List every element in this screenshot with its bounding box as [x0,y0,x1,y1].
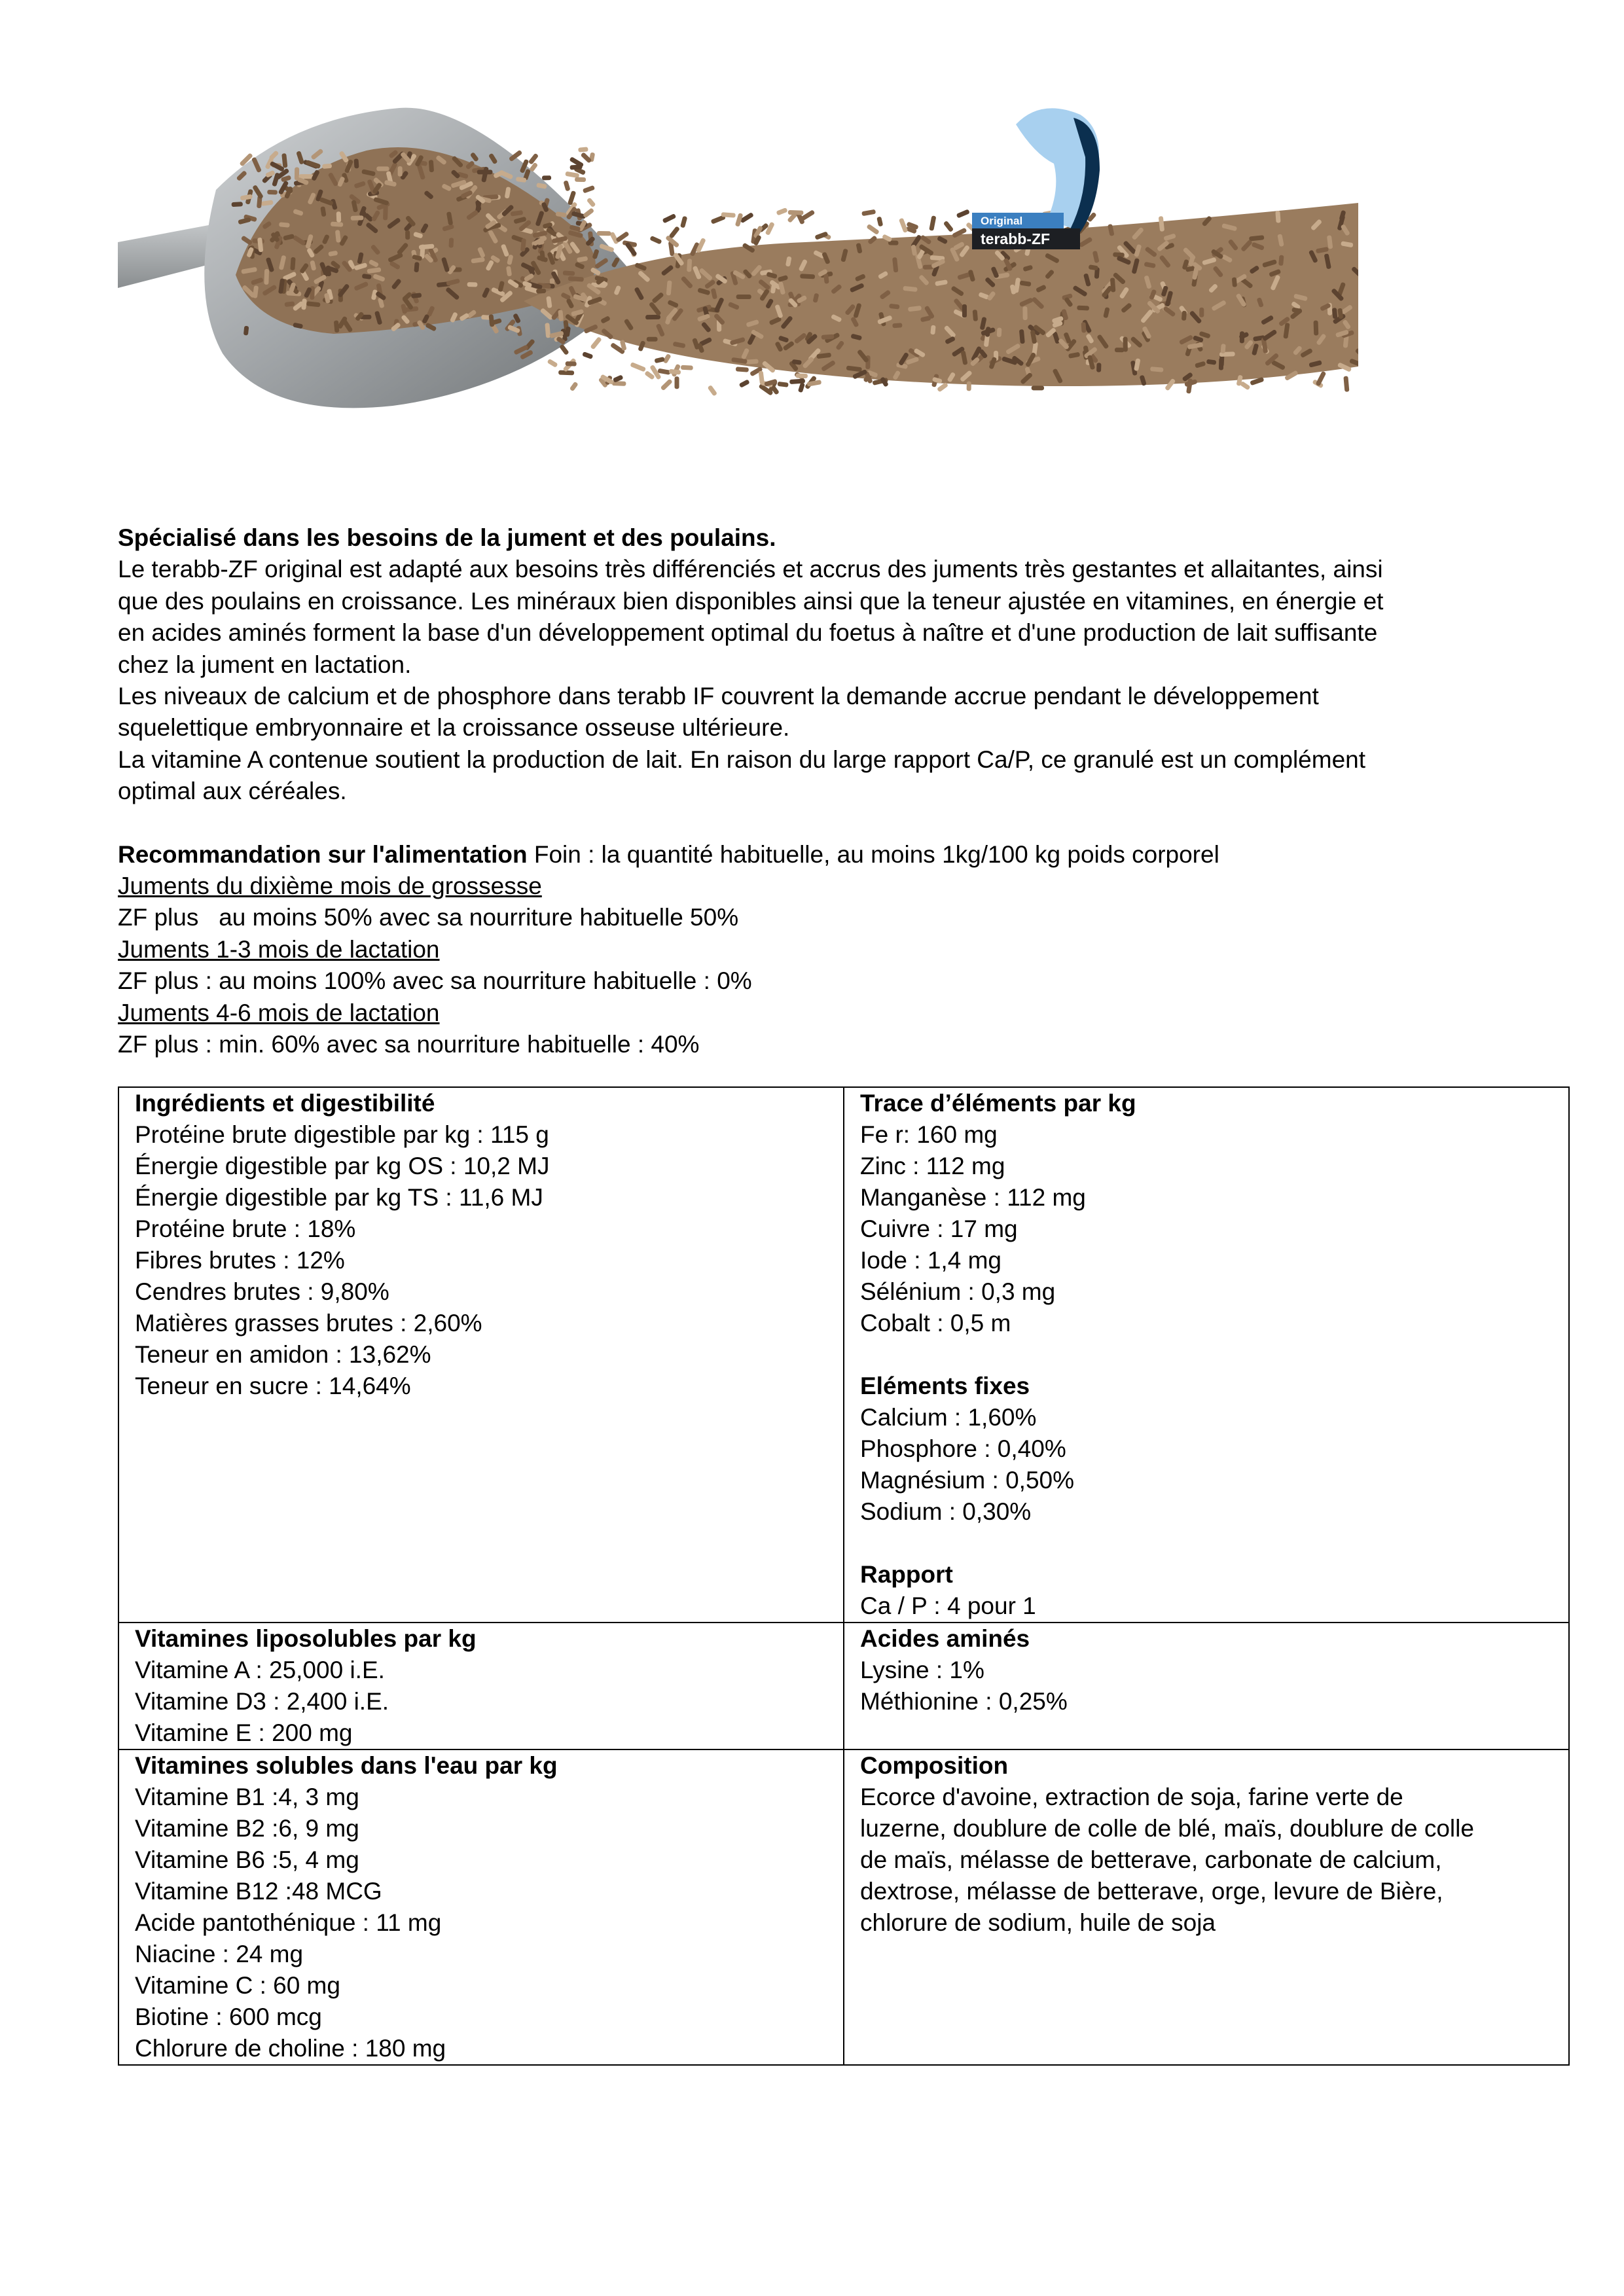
intro-line: en acides aminés forment la base d'un développement optimal du foetus à naître et d'une production de lait suffisante [118,619,1378,647]
ingredient-item: Cendres brutes : 9,80% [135,1278,389,1305]
trace-item: Manganèse : 112 mg [860,1184,1086,1211]
pellet [351,215,364,221]
trace-item: Zinc : 112 mg [860,1153,1005,1179]
pellet [669,369,681,375]
pellet [448,238,454,248]
pellet [612,381,626,386]
trace-item: Cuivre : 17 mg [860,1215,1018,1242]
composition-line: Ecorce d'avoine, extraction de soja, farine verte de [860,1784,1403,1810]
pellet [668,226,680,239]
pellet [759,370,765,385]
pellet [1115,348,1125,352]
water-vitamin-item: Biotine : 600 mcg [135,2003,322,2030]
product-banner [118,79,1358,432]
pellet [569,382,579,392]
pellet [398,166,403,177]
pellet [353,158,359,168]
pellet [680,216,687,228]
pellet [1096,363,1101,372]
feeding-group-title: Juments 1-3 mois de lactation [118,935,440,963]
fixed-title: Eléments fixes [860,1372,1030,1399]
pellet [583,185,595,194]
pellet [1275,211,1280,223]
pellet [630,362,646,372]
pellet [1199,308,1204,317]
pellet [1343,376,1349,391]
intro-line: squelettique embryonnaire et la croissance osseuse ultérieure. [118,714,790,742]
feeding-group-text: ZF plus : au moins 100% avec sa nourriture habituelle : 0% [118,967,752,995]
fixed-item: Magnésium : 0,50% [860,1467,1075,1494]
nutrition-table [118,1086,1570,2066]
table-row [118,1623,1569,1749]
feeding-heading-rest: Foin : la quantité habituelle, au moins 1kg/100 kg poids corporel [527,840,1219,868]
pellet [1123,337,1127,352]
pellet [660,378,673,391]
pellet [736,295,751,299]
trace-item: Cobalt : 0,5 m [860,1310,1011,1336]
feeding-groups [118,870,1499,1060]
intro-paragraph [118,554,1499,807]
pellet [582,351,593,359]
pellet [569,164,582,170]
pellet [967,382,971,391]
fixed-item: Sodium : 0,30% [860,1498,1032,1525]
pellet [578,147,588,152]
pellet [563,270,575,276]
ingredients-cell [118,1087,844,1623]
spacer [118,808,1499,839]
pellet [331,222,344,227]
pellet [615,231,629,243]
ingredient-item: Teneur en sucre : 14,64% [135,1372,411,1399]
pellet [264,269,269,285]
pellet [800,274,815,279]
pellet [777,382,788,387]
pellet [590,336,602,350]
pellet [1314,321,1319,336]
feeding-heading-line [118,839,1499,870]
pellet [997,328,1002,338]
pellet [322,164,332,169]
pellet [776,207,788,215]
feeding-group-text: ZF plus au moins 50% avec sa nourriture habituelle 50% [118,904,739,931]
ingredient-item: Protéine brute : 18% [135,1215,356,1242]
trace-item: Sélénium : 0,3 mg [860,1278,1056,1305]
pellet [649,236,662,245]
pellet [647,337,658,342]
intro-line: La vitamine A contenue soutient la production de lait. En raison du large rapport Ca/P, ce granulé est un complément [118,745,1366,773]
pellet [1240,331,1244,343]
intro-line: chez la jument en lactation. [118,651,412,678]
ingredient-item: Teneur en amidon : 13,62% [135,1341,431,1368]
pellet [559,344,569,355]
pellet [414,262,419,272]
pellet [814,231,828,240]
composition-cell [844,1749,1569,2065]
spacer [860,1339,1553,1371]
pellet [586,197,596,207]
pellet [788,210,804,215]
water-vitamins-cell [118,1749,844,2065]
ingredient-item: Fibres brutes : 12% [135,1247,345,1274]
pellet [583,207,594,218]
feeding-group-text: ZF plus : min. 60% avec sa nourriture habituelle : 40% [118,1031,700,1058]
pellet [876,217,883,227]
feeding-heading: Recommandation sur l'alimentation [118,840,528,868]
pellet [1221,344,1226,353]
water-vitamin-item: Vitamine B6 :5, 4 mg [135,1846,359,1873]
pellet [429,160,434,172]
pellet [929,215,936,231]
amino-title: Acides aminés [860,1625,1030,1652]
pellet [798,382,805,393]
pellet [1182,311,1187,321]
pellet [232,202,243,207]
pellet [575,177,586,182]
pellet [746,359,759,364]
pellet [1332,308,1337,319]
fat-vitamins-title: Vitamines liposolubles par kg [135,1625,477,1652]
trace-item: Iode : 1,4 mg [860,1247,1001,1274]
water-vitamin-item: Acide pantothénique : 11 mg [135,1909,442,1936]
pellet [687,259,692,272]
pellet [1032,386,1044,390]
pellet [795,373,808,378]
trace-item: Fe r: 160 mg [860,1121,998,1148]
amino-cell [844,1623,1569,1749]
brand-small-text: Original [981,215,1023,227]
pellet [528,153,539,165]
product-description [118,522,1499,1061]
pellet [899,218,909,233]
minerals-cell [844,1087,1569,1623]
pellet [962,304,967,317]
pellet [467,282,478,287]
pellet [708,385,718,397]
pellet [943,221,954,232]
intro-line: Les niveaux de calcium et de phosphore dans terabb IF couvrent la demande accrue pendant le développement [118,683,1319,710]
pellet [739,379,750,387]
pellet [597,231,611,236]
ingredient-item: Énergie digestible par kg OS : 10,2 MJ [135,1153,550,1179]
water-vitamin-item: Niacine : 24 mg [135,1941,304,1967]
table-row [118,1087,1569,1623]
intro-heading: Spécialisé dans les besoins de la jument et des poulains. [118,524,776,551]
spacer [860,1528,1553,1559]
pellet [736,367,749,372]
pellet [1232,278,1237,287]
pellet [892,323,902,328]
water-vitamin-item: Vitamine B2 :6, 9 mg [135,1815,359,1842]
pellet [866,224,880,235]
pellet [861,209,876,217]
ingredient-item: Énergie digestible par kg TS : 11,6 MJ [135,1184,543,1211]
ratio-title: Rapport [860,1561,953,1588]
composition-title: Composition [860,1752,1009,1779]
fat-vitamin-item: Vitamine E : 200 mg [135,1719,353,1746]
pellet [376,166,389,171]
pellet [542,175,551,180]
fat-vitamins-cell [118,1623,844,1749]
pellet [681,365,693,370]
composition-line: chlorure de sodium, huile de soja [860,1909,1216,1936]
water-vitamin-item: Chlorure de choline : 180 mg [135,2035,446,2062]
water-vitamin-item: Vitamine B1 :4, 3 mg [135,1784,359,1810]
pellet [675,376,679,389]
water-vitamin-item: Vitamine B12 :48 MCG [135,1878,382,1905]
fat-vitamin-item: Vitamine A : 25,000 i.E. [135,1657,385,1683]
pellet-scoop-image [118,79,1358,432]
pellet [405,230,410,240]
amino-item: Lysine : 1% [860,1657,984,1683]
intro-line: optimal aux céréales. [118,778,347,805]
brand-logo [972,108,1100,249]
intro-line: Le terabb-ZF original est adapté aux besoins très différenciés et accrus des juments très gestantes et allaitantes, ainsi [118,556,1383,583]
ratio-item: Ca / P : 4 pour 1 [860,1592,1036,1619]
pellet [956,209,970,218]
ingredients-title: Ingrédients et digestibilité [135,1090,435,1117]
pellet [1081,322,1086,332]
fat-vitamin-item: Vitamine D3 : 2,400 i.E. [135,1688,389,1715]
pellet [937,382,948,393]
ingredient-item: Protéine brute digestible par kg : 115 g [135,1121,549,1148]
composition-line: de maïs, mélasse de betterave, carbonate de calcium, [860,1846,1442,1873]
pellet [654,357,664,363]
water-vitamin-item: Vitamine C : 60 mg [135,1972,340,1999]
trace-title: Trace d’éléments par kg [860,1090,1136,1117]
composition-line: luzerne, doublure de colle de blé, maïs, doublure de colle [860,1815,1474,1842]
water-vitamins-title: Vitamines solubles dans l'eau par kg [135,1752,558,1779]
fixed-item: Calcium : 1,60% [860,1404,1037,1431]
pellet [662,213,677,223]
pellet [565,171,579,179]
amino-item: Méthionine : 0,25% [860,1688,1068,1715]
pellet [1022,306,1027,320]
pellet [290,257,295,270]
pellet [1077,306,1089,311]
feeding-group-title: Juments du dixième mois de grossesse [118,872,542,900]
intro-line: que des poulains en croissance. Les minéraux bien disponibles ainsi que la teneur ajustée en vitamines, en énergie et [118,587,1384,615]
pellet [536,289,546,294]
pellet [821,334,835,340]
ingredient-item: Matières grasses brutes : 2,60% [135,1310,482,1336]
feeding-group-title: Juments 4-6 mois de lactation [118,999,440,1026]
pellet [658,368,671,375]
brand-name-text: terabb-ZF [981,230,1051,247]
pellet [563,180,570,191]
fixed-item: Phosphore : 0,40% [860,1435,1066,1462]
composition-line: dextrose, mélasse de betterave, orge, levure de Bière, [860,1878,1443,1905]
pellet [279,222,290,227]
pellet [1278,255,1284,266]
pellet [566,361,577,367]
pellet [336,211,342,223]
table-row [118,1749,1569,2065]
pellet [267,190,278,195]
pellet [547,359,558,368]
